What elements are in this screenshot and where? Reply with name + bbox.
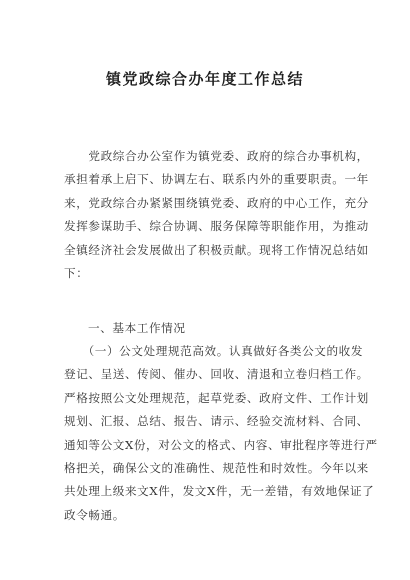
section-line: 通知等公文X份，对公文的格式、内容、审批程序等进行严 (64, 437, 378, 452)
intro-line: 全镇经济社会发展做出了积极贡献。现将工作情况总结如 (64, 242, 369, 257)
document-title: 镇党政综合办年度工作总结 (105, 70, 304, 88)
intro-line: 来，党政综合办紧紧围绕镇党委、政府的中心工作，充分 (64, 195, 369, 210)
intro-line: 党政综合办公室作为镇党委、政府的综合办事机构， (64, 149, 369, 163)
section-line: 规划、汇报、总结、报告、请示、经验交流材料、合同、 (64, 414, 369, 429)
intro-line: 发挥参谋助手、综合协调、服务保障等职能作用，为推动 (64, 219, 369, 234)
section-line: 登记、呈送、传阅、催办、回收、清退和立卷归档工作。 (64, 367, 369, 382)
section-line: （一）公文处理规范高效。认真做好各类公文的收发 (64, 344, 364, 358)
section-paragraph (64, 340, 378, 527)
section-line: 格把关，确保公文的准确性、规范性和时效性。今年以来 (64, 461, 369, 476)
section-line: 严格按照公文处理规范，起草党委、政府文件、工作计划 (64, 390, 369, 405)
intro-paragraph (64, 145, 369, 285)
section-line: 共处理上级来文X件，发文X件，无一差错，有效地保证了 (64, 484, 375, 499)
section-heading: 一、基本工作情况 (88, 321, 186, 335)
intro-line: 下： (64, 266, 89, 281)
intro-line: 承担着承上启下、协调左右、联系内外的重要职责。一年 (64, 172, 369, 187)
section-line: 政令畅通。 (64, 507, 125, 522)
